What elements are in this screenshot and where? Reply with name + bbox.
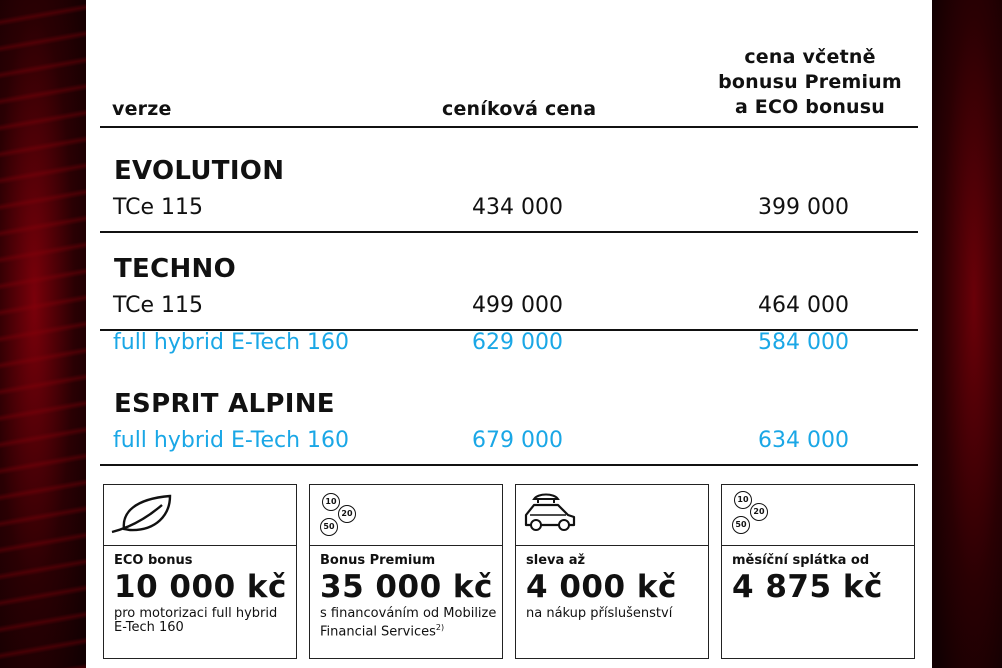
card-amount: 4 875 kč bbox=[732, 569, 883, 605]
footnote-mark: 2) bbox=[435, 623, 445, 632]
card-label: měsíční splátka od bbox=[732, 553, 870, 568]
row-list-price: 434 000 bbox=[472, 195, 563, 220]
row-version: full hybrid E-Tech 160 bbox=[113, 428, 350, 453]
coin-20: 20 bbox=[338, 505, 356, 523]
row-list-price: 629 000 bbox=[472, 330, 563, 355]
row-version: TCe 115 bbox=[113, 195, 204, 220]
coin-10: 10 bbox=[734, 491, 752, 509]
table-header bbox=[100, 40, 918, 128]
card-note-text: s financováním od Mobilize Financial Services bbox=[320, 606, 497, 640]
table-row bbox=[100, 426, 918, 466]
card-amount: 4 000 kč bbox=[526, 569, 677, 605]
header-version: verze bbox=[112, 98, 172, 120]
coin-10: 10 bbox=[322, 493, 340, 511]
card-monthly-installment bbox=[721, 484, 915, 659]
card-label: Bonus Premium bbox=[320, 553, 436, 568]
section-title-evolution: EVOLUTION bbox=[114, 156, 285, 186]
coin-50: 50 bbox=[732, 516, 750, 534]
header-bonus-line3: a ECO bonusu bbox=[734, 96, 886, 118]
header-bonus-line2: bonusu Premium bbox=[718, 71, 902, 93]
header-list-price: ceníková cena bbox=[442, 98, 597, 120]
table-row bbox=[100, 193, 918, 233]
section-title-techno: TECHNO bbox=[114, 254, 236, 284]
row-version: full hybrid E-Tech 160 bbox=[113, 330, 350, 355]
header-bonus-price bbox=[700, 45, 920, 120]
row-bonus-price: 634 000 bbox=[758, 428, 849, 453]
background-left bbox=[0, 0, 86, 668]
car-roofbox-icon bbox=[516, 485, 708, 546]
coins-icon bbox=[722, 485, 914, 546]
card-eco-bonus bbox=[103, 484, 297, 659]
header-bonus-line1: cena včetně bbox=[744, 46, 876, 68]
coin-50: 50 bbox=[320, 518, 338, 536]
card-note bbox=[320, 607, 500, 639]
coins-icon bbox=[310, 485, 502, 546]
table-row bbox=[100, 291, 918, 331]
card-note: na nákup příslušenství bbox=[526, 606, 673, 621]
row-list-price: 499 000 bbox=[472, 293, 563, 318]
row-bonus-price: 399 000 bbox=[758, 195, 849, 220]
row-bonus-price: 584 000 bbox=[758, 330, 849, 355]
card-label: sleva až bbox=[526, 553, 586, 568]
table-row bbox=[100, 328, 918, 366]
card-amount: 35 000 kč bbox=[320, 569, 493, 605]
section-title-esprit-alpine: ESPRIT ALPINE bbox=[114, 389, 335, 419]
background-right bbox=[932, 0, 1002, 668]
row-list-price: 679 000 bbox=[472, 428, 563, 453]
row-bonus-price: 464 000 bbox=[758, 293, 849, 318]
card-amount: 10 000 kč bbox=[114, 569, 287, 605]
coin-20: 20 bbox=[750, 503, 768, 521]
card-bonus-premium bbox=[309, 484, 503, 659]
card-accessories-discount bbox=[515, 484, 709, 659]
card-label: ECO bonus bbox=[114, 553, 193, 568]
leaf-icon bbox=[104, 485, 296, 546]
row-version: TCe 115 bbox=[113, 293, 204, 318]
card-note: pro motorizaci full hybrid E-Tech 160 bbox=[114, 606, 278, 635]
